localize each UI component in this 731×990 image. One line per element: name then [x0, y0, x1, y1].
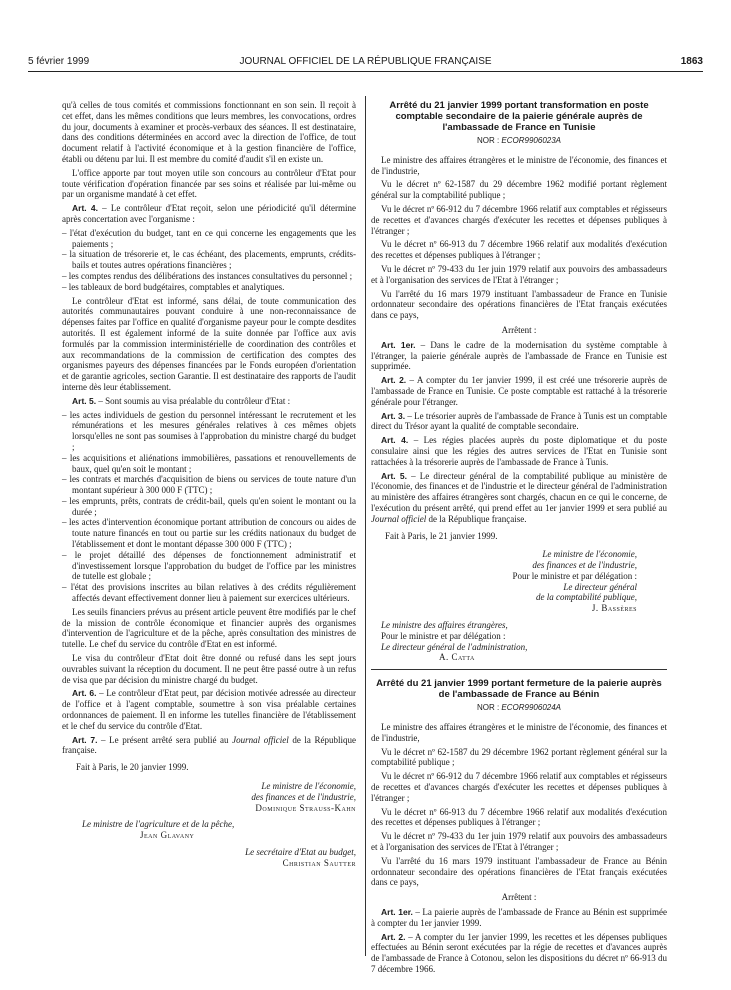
article-4: Art. 4. – Les régies placées auprès du poste diplomatique et du poste consulaire ainsi que les régies des autres services de l'Etat en Tunisie sont rattachées à la trésorerie auprès de l'ambassade de France à Tunis.	[371, 435, 668, 467]
paragraph: Le visa du contrôleur d'Etat doit être donné ou refusé dans les sept jours ouvrables suivant la réception du document. Il ne peut être passé outre à un refus de visa que par décision du ministre chargé du budget.	[62, 653, 356, 685]
nor-reference: NOR : ECOR9906023A	[476, 136, 562, 145]
signatory-name: Christian Sautter	[282, 857, 356, 868]
arretent-heading: Arrêtent :	[501, 324, 537, 335]
visa: Vu le décret nº 66-912 du 7 décembre 1966 relatif aux comptables et régisseurs de recettes et d'avances chargés d'exécuter les recettes et dépenses publiques à l'étranger ;	[371, 771, 667, 803]
signatory-name: Jean Glavany	[140, 830, 195, 841]
article-1: Art. 1er. – Dans le cadre de la modernisation du système comptable à l'étranger, la paierie générale auprès de l'ambassade de France en Tunisie est supprimée.	[371, 339, 667, 372]
right-column	[371, 100, 667, 978]
column-separator	[365, 96, 366, 956]
header-journal-title: JOURNAL OFFICIEL DE LA RÉPUBLIQUE FRANÇAISE	[239, 56, 492, 67]
date-line: Fait à Paris, le 21 janvier 1999.	[385, 530, 498, 541]
list-item: – les contrats et marchés d'acquisition de biens ou services de toute nature d'un montant supérieur à 300 000 F (TTC) ;	[62, 474, 356, 496]
signature-block: Le ministre de l'économie, des finances et de l'industrie, Dominique Strauss-Kahn	[62, 781, 356, 813]
signature-block: Le secrétaire d'Etat au budget, Christian Sautter	[62, 847, 356, 869]
list-item: – le projet détaillé des dépenses de fonctionnement administratif et d'investissement lorsque l'approbation du budget de l'office par les ministres de tutelle est globale ;	[62, 550, 356, 582]
page-header	[28, 56, 703, 70]
visa: Vu le décret nº 79-433 du 1er juin 1979 relatif aux pouvoirs des ambassadeurs et à l'organisation des services de l'Etat à l'étranger ;	[371, 831, 667, 853]
signature-block: Le ministre de l'économie, des finances et de l'industrie, Pour le ministre et par délégation : Le directeur général de la comptabilité publique, J. Bassères	[371, 549, 667, 614]
header-page-number: 1863	[680, 56, 703, 67]
list-item: – les tableaux de bord budgétaires, comptables et analytiques.	[62, 282, 356, 293]
paragraph: Le contrôleur d'Etat est informé, sans délai, de toute communication des autorités communautaires pouvant conduire à une non-reconnaissance de dépenses faites par l'office en qualité d'organisme payeur pour le compte desdites autorités. Il est également informé de la suite donnée par l'office aux avis formulés par la commission interministérielle de coordination des contrôles et aux recommandations de la commission de certification des comptes des organismes payeurs des dépenses financées par le Fonds européen d'orientation et de garantie agricoles, section Garantie. Il est destinataire des rapports de l'audit interne dès leur établissement.	[62, 295, 356, 392]
article-5-list	[62, 410, 356, 604]
article-6: Art. 6. – Le contrôleur d'Etat peut, par décision motivée adressée au directeur de l'office et à l'agent comptable, soumettre à son visa préalable certaines ordonnances de paiement. Il en informe les tutelles financière de l'établissement et le chef du service du contrôle d'Etat.	[62, 688, 357, 731]
paragraph: L'office apporte par tout moyen utile son concours au contrôleur d'Etat pour toute vérification d'opération financée par ses soins et réalisée par lui-même ou par un organisme mandaté à cet effet.	[62, 167, 356, 200]
article-4-list	[62, 228, 356, 293]
list-item: – les actes individuels de gestion du personnel intéressant le recrutement et les rémunérations et les mesures générales relatives à ces mêmes objets lorsqu'elles ne sont pas soumises à l'approbation du ministre chargé du budget ;	[62, 410, 356, 453]
decree-title: Arrêté du 21 janvier 1999 portant transformation en poste comptable secondaire de la paierie générale auprès de l'ambassade de France en Tunisie	[389, 100, 649, 133]
paragraph: Les seuils financiers prévus au présent article peuvent être modifiés par le chef de la mission de contrôle économique et financier auprès des organismes d'intervention de l'agriculture et de la pêche, après consultation des ministres de tutelle. Le chef du service du contrôle d'Etat en est informé.	[62, 606, 356, 650]
signatory-name: Dominique Strauss-Kahn	[255, 802, 356, 813]
article-3: Art. 3. – Le trésorier auprès de l'ambassade de France à Tunis est un comptable direct du Trésor ayant la qualité de comptable secondaire.	[371, 410, 668, 432]
arretent-heading: Arrêtent :	[501, 892, 537, 903]
signature-block: Le ministre de l'agriculture et de la pêche, Jean Glavany	[62, 819, 356, 841]
paragraph: qu'à celles de tous comités et commissions fonctionnant en son sein. Il reçoit à cet effet, dans les mêmes conditions que leurs membres, les convocations, ordres du jour, documents à examiner et procès-verbaux des séances. Il est destinataire, dans des conditions déterminées en accord avec la direction de l'office, de tout document relatif à l'activité économique et à la gestion financière de l'office, établi ou détenu par lui. Il est membre du comité d'audit s'il en existe un.	[62, 100, 356, 164]
list-item: – les emprunts, prêts, contrats de crédit-bail, quels qu'en soient le montant ou la durée ;	[62, 496, 356, 518]
list-item: – les acquisitions et aliénations immobilières, passations et renouvellements de baux, quel qu'en soit le montant ;	[62, 453, 356, 475]
left-column	[62, 100, 356, 875]
article-5: Art. 5. – Sont soumis au visa préalable du contrôleur d'Etat :	[72, 395, 291, 406]
visa: Vu l'arrêté du 16 mars 1979 instituant l'ambassadeur de France au Bénin ordonnateur secondaire des opérations financières de l'Etat français exécutées dans ce pays,	[371, 855, 667, 888]
paragraph: Le ministre des affaires étrangères et le ministre de l'économie, des finances et de l'industrie,	[371, 722, 667, 743]
header-rule	[28, 71, 703, 72]
date-line: Fait à Paris, le 20 janvier 1999.	[76, 762, 189, 773]
signatory-name: J. Bassères	[591, 603, 637, 614]
list-item: – les comptes rendus des délibérations des instances consultatives du personnel ;	[62, 271, 356, 282]
article-7: Art. 7. – Le présent arrêté sera publié au Journal officiel de la République française.	[62, 734, 356, 756]
header-date: 5 février 1999	[28, 56, 90, 67]
nor-reference: NOR : ECOR9906024A	[476, 703, 562, 713]
article-5: Art. 5. – Le directeur général de la comptabilité publique au ministère de l'économie, des finances et de l'industrie et le directeur général de l'administration au ministère des affaires étrangères sont chargés, chacun en ce qui le concerne, de l'exécution du présent arrêté, qui prend effet au 1er janvier 1999 et sera publié au Journal officiel de la République française.	[371, 470, 668, 524]
signatory-name: A. Catta	[439, 652, 475, 663]
visa: Vu le décret nº 62-1587 du 29 décembre 1962 portant règlement général sur la comptabilité publique ;	[371, 746, 667, 768]
list-item: – la situation de trésorerie et, le cas échéant, des placements, emprunts, crédits-bails et toutes autres opérations financières ;	[62, 249, 356, 271]
visa: Vu le décret nº 66-913 du 7 décembre 1966 relatif aux modalités d'exécution des recettes et dépenses publiques à l'étranger ;	[371, 239, 667, 261]
article-4: Art. 4. – Le contrôleur d'Etat reçoit, selon une périodicité qu'il détermine après concertation avec l'organisme :	[62, 203, 356, 224]
list-item: – l'état des provisions inscrites au bilan relatives à des crédits régulièrement affectés devant effectivement donner lieu à paiement sur exercices ultérieurs.	[62, 582, 356, 604]
visa: Vu le décret nº 62-1587 du 29 décembre 1962 modifié portant règlement général sur la comptabilité publique ;	[371, 179, 667, 201]
decree-title: Arrêté du 21 janvier 1999 portant fermeture de la paierie auprès de l'ambassade de France au Bénin	[376, 678, 662, 701]
visa: Vu le décret nº 79-433 du 1er juin 1979 relatif aux pouvoirs des ambassadeurs et à l'organisation des services de l'Etat à l'étranger ;	[371, 263, 667, 285]
paragraph: Le ministre des affaires étrangères et le ministre de l'économie, des finances et de l'industrie,	[371, 154, 667, 176]
signature-block: Le ministre des affaires étrangères, Pour le ministre et par délégation : Le directeur général de l'administration, A. Catta	[371, 620, 667, 663]
article-1: Art. 1er. – La paierie auprès de l'ambassade de France au Bénin est supprimée à compter du 1er janvier 1999.	[371, 907, 668, 928]
visa: Vu le décret nº 66-913 du 7 décembre 1966 relatif aux modalités d'exécution des recettes et dépenses publiques à l'étranger ;	[371, 806, 667, 828]
section-divider	[371, 669, 667, 670]
article-2: Art. 2. – A compter du 1er janvier 1999, il est créé une trésorerie auprès de l'ambassade de France en Tunisie. Ce poste comptable est rattaché à la trésorerie générale pour l'étranger.	[371, 375, 667, 407]
visa: Vu l'arrêté du 16 mars 1979 instituant l'ambassadeur de France en Tunisie ordonnateur secondaire des opérations financières de l'Etat français exécutées dans ce pays,	[371, 288, 667, 321]
list-item: – l'état d'exécution du budget, tant en ce qui concerne les engagements que les paiements ;	[62, 228, 356, 250]
article-2: Art. 2. – A compter du 1er janvier 1999, les recettes et les dépenses publiques effectuées au Bénin seront exécutées par la régie de recettes et d'avances auprès de l'ambassade de France à Cotonou, selon les dispositions du décret nº 66-913 du 7 décembre 1966.	[371, 931, 667, 974]
visa: Vu le décret nº 66-912 du 7 décembre 1966 relatif aux comptables et régisseurs de recettes et d'avances chargés d'exécuter les recettes et dépenses publiques à l'étranger ;	[371, 203, 667, 236]
list-item: – les actes d'intervention économique portant attribution de concours ou aides de toute nature financés en tout ou partie sur les crédits nationaux du budget de l'établissement et dont le montant dépasse 300 000 F (TTC) ;	[62, 517, 356, 549]
